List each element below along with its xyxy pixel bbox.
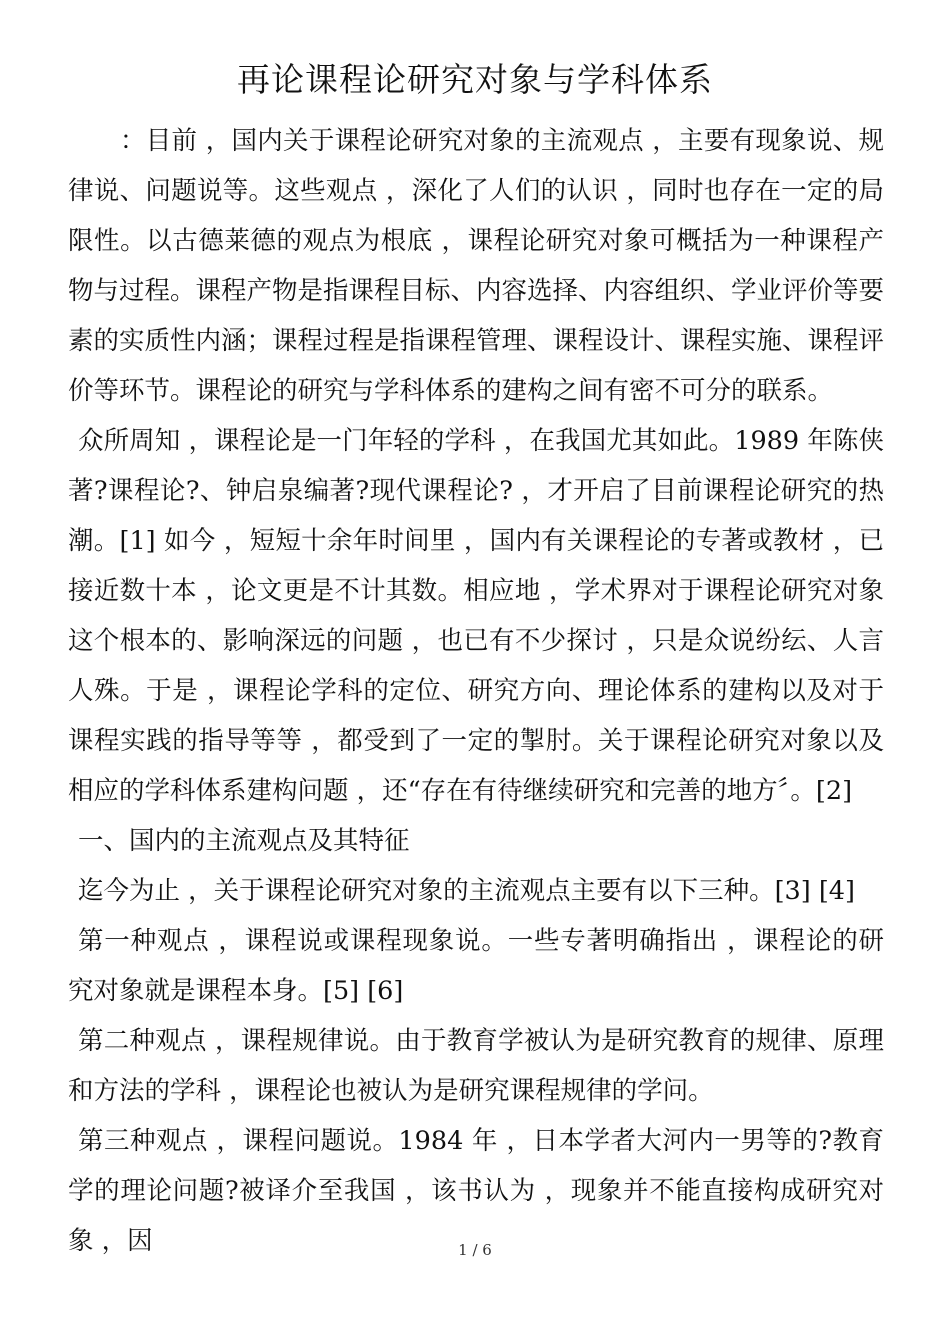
body-paragraph: 第二种观点 ，课程规律说。由于教育学被认为是研究教育的规律、原理和方法的学科 ，课程论也被认为是研究课程规律的学问。 (68, 1026, 884, 1106)
document-body (68, 116, 884, 1266)
document-title: 再论课程论研究对象与学科体系 (237, 60, 713, 99)
body-paragraph: 众所周知 ，课程论是一门年轻的学科 ，在我国尤其如此。1989 年陈侠著?课程论?、钟启泉编著?现代课程论? ，才开启了目前课程论研究的热潮。[1] 如今 ，短短十余年时间里 ，国内有关课程论的专著或教材 ，已接近数十本 ，论文更是不计其数。相应地 ，学术界对于课程论研究对象这个根本的、影响深远的问题 ，也已有不少探讨 ，只是众说纷纭、人言人殊。于是 ，课程论学科的定位、研究方向、理论体系的建构以及对于课程实践的指导等等 ，都受到了一定的掣肘。关于课程论研究对象以及相应的学科体系建构问题 ，还“存在有待继续研究和完善的地方〞。[2] (68, 426, 884, 806)
body-paragraph: 第三种观点 ，课程问题说。1984 年 ，日本学者大河内一男等的?教育学的理论问题?被译介至我国 ，该书认为 ，现象并不能直接构成研究对象 ，因 (68, 1126, 884, 1256)
body-paragraph: 迄今为止 ，关于课程论研究对象的主流观点主要有以下三种。[3] [4] (78, 876, 855, 906)
abstract-paragraph: ：目前 ，国内关于课程论研究对象的主流观点 ，主要有现象说、规律说、问题说等。这些观点 ，深化了人们的认识 ，同时也存在一定的局限性。以古德莱德的观点为根底 ，课程论研究对象可概括为一种课程产物与过程。课程产物是指课程目标、内容选择、内容组织、学业评价等要素的实质性内涵；课程过程是指课程管理、课程设计、课程实施、课程评价等环节。课程论的研究与学科体系的建构之间有密不可分的联系。 (68, 126, 885, 406)
body-paragraph: 第一种观点 ，课程说或课程现象说。一些专著明确指出 ，课程论的研究对象就是课程本身。[5] [6] (68, 926, 884, 1006)
section-heading: 一、国内的主流观点及其特征 (78, 826, 410, 856)
page-number: 1 / 6 (458, 1241, 492, 1259)
